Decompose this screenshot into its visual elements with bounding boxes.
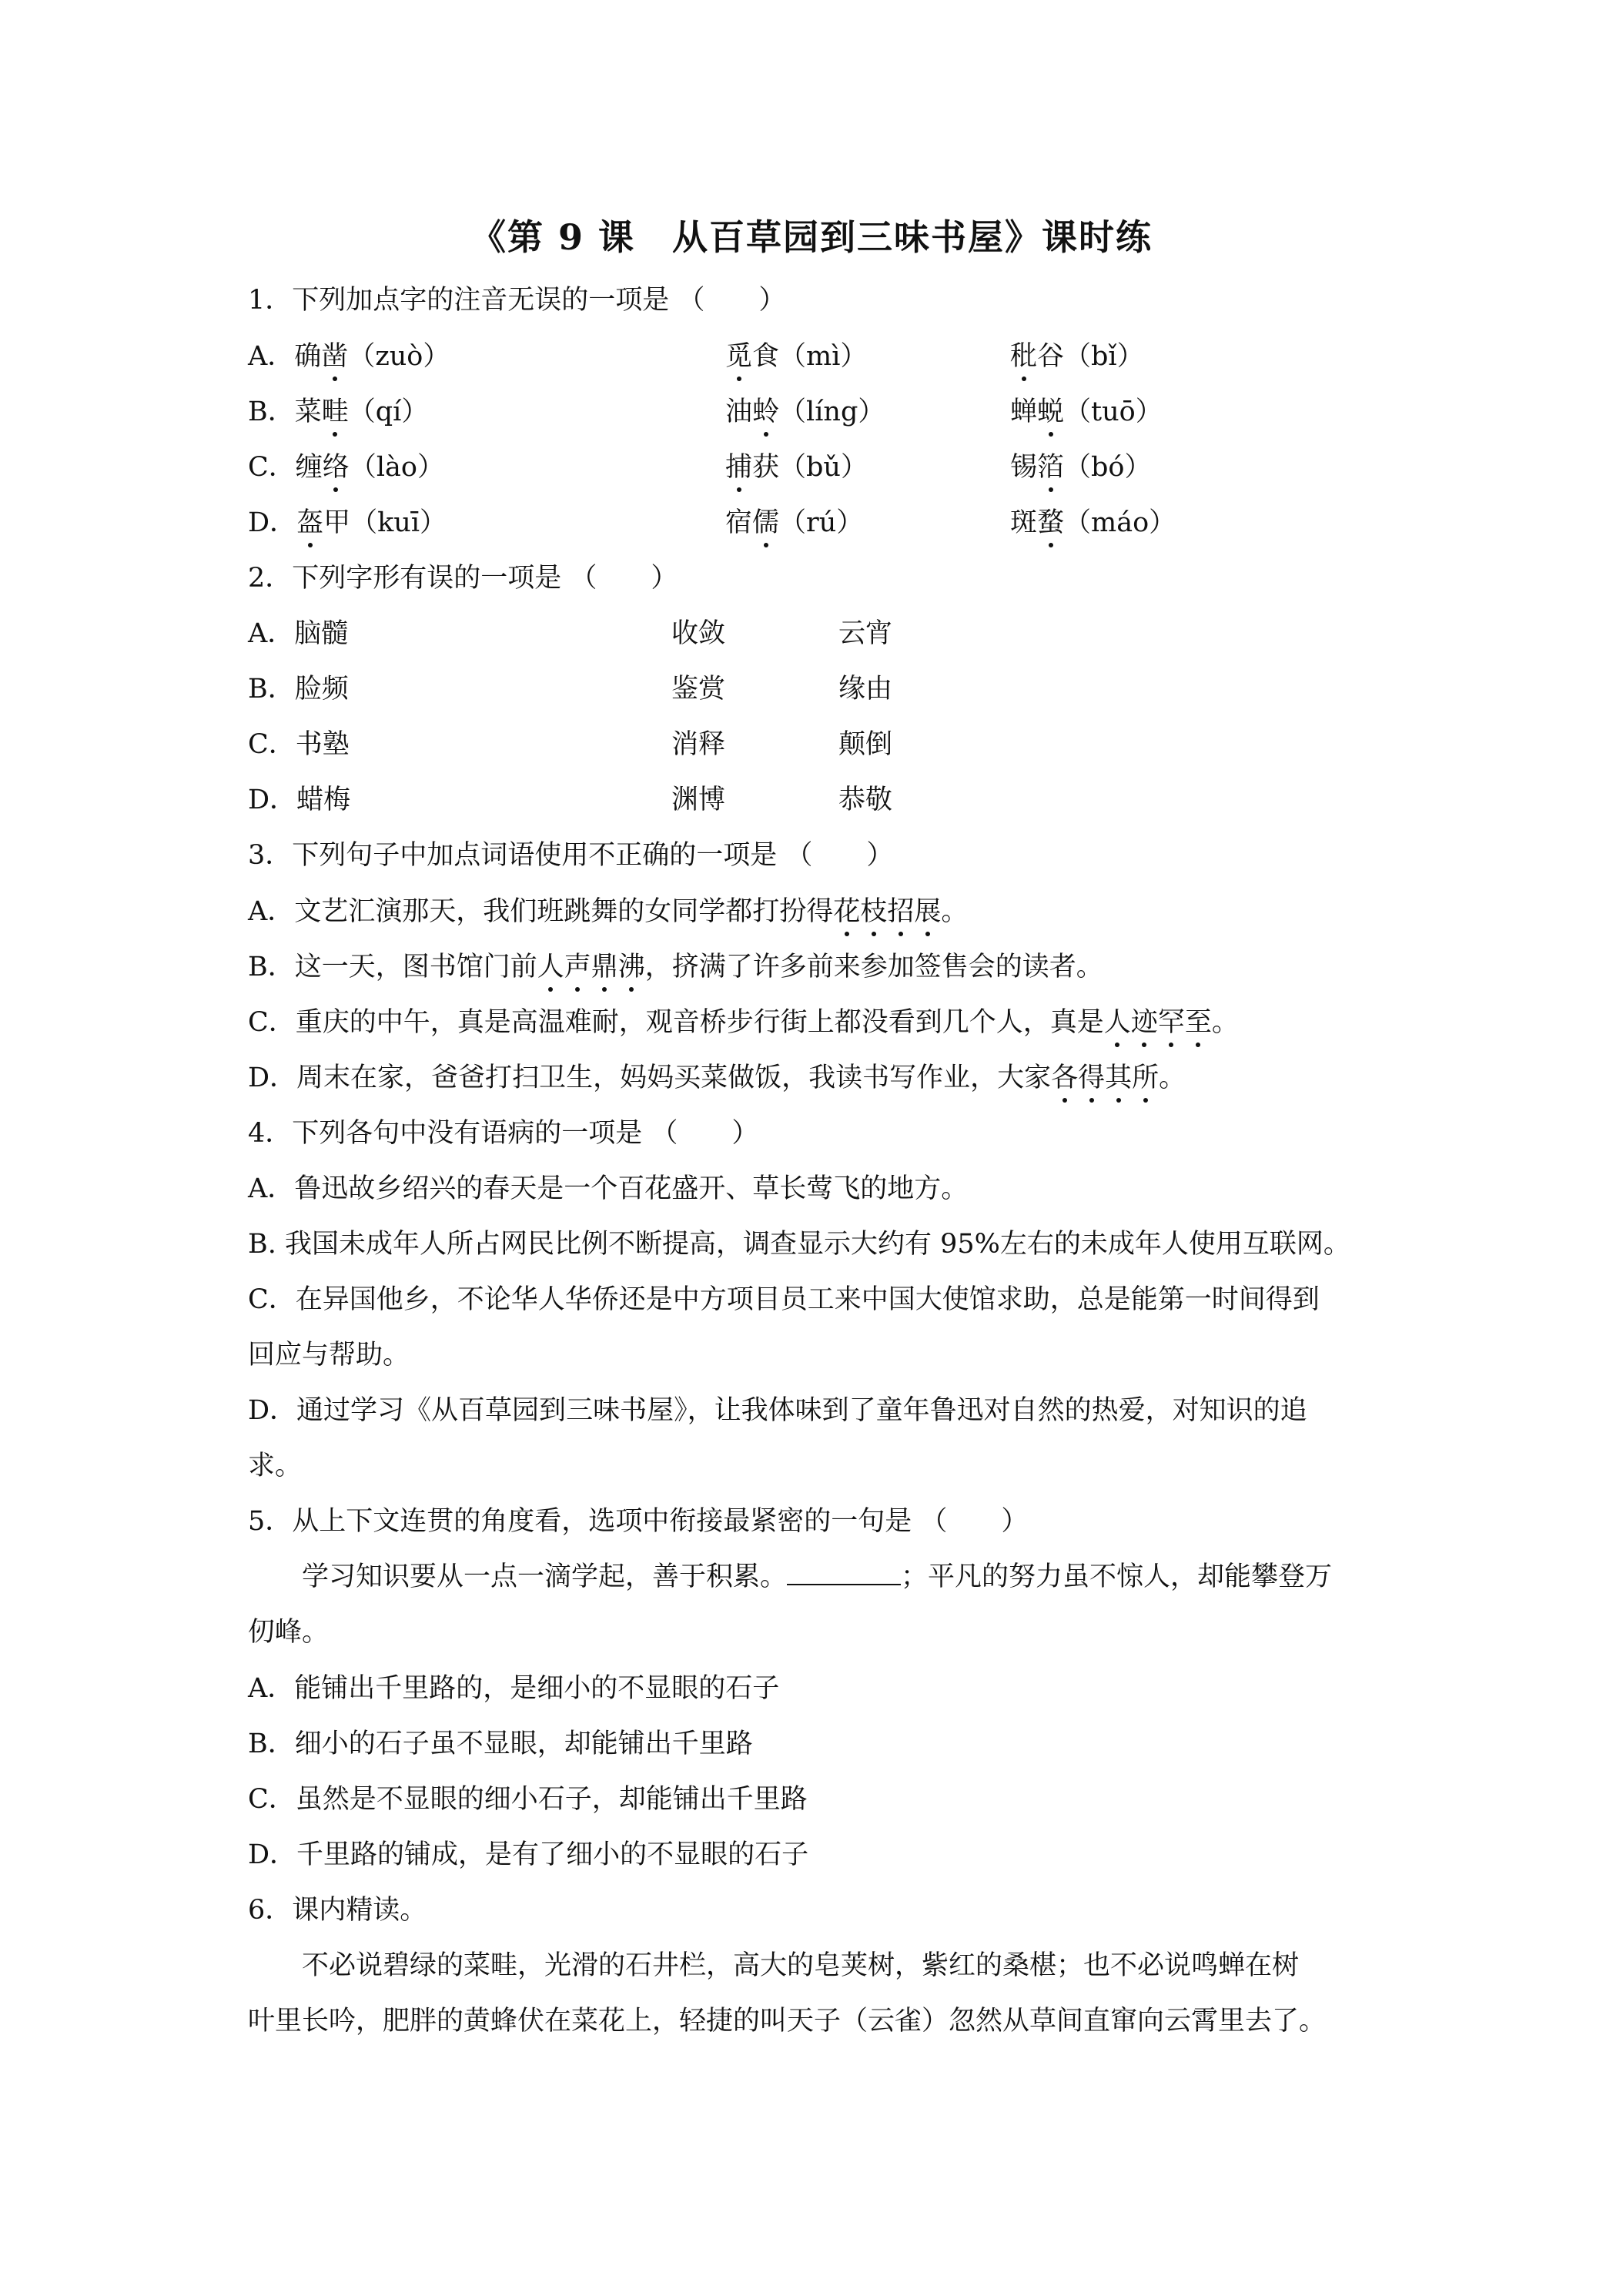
answer-blank [787,1559,901,1585]
dotted-char: 络 [323,450,350,485]
dotted-char: 秕 [1010,339,1037,374]
q4-option-c-cont: 回应与帮助。 [248,1340,410,1371]
dotted-char: 沸 [618,949,645,985]
dotted-char: 声 [564,949,591,985]
dotted-char: 儒 [752,505,779,541]
dotted-char: 花 [833,894,860,929]
dotted-word [1051,1063,1159,1093]
dotted-char: 招 [887,894,914,929]
dotted-char: 人 [537,949,564,985]
question-2-stem: 2．下列字形有误的一项是 （ ） [248,563,678,594]
q4-option-c: C．在异国他乡，不论华人华侨还是中方项目员工来中国大使馆求助，总是能第一时间得到 [248,1284,1320,1315]
dotted-char: 箔 [1037,450,1064,485]
dotted-char: 展 [914,894,941,929]
q3-option-b: B．这一天，图书馆门前人声鼎沸，挤满了许多前来参加签售会的读者。 [248,949,1103,985]
q3-option-d: D．周末在家，爸爸打扫卫生，妈妈买菜做饭，我读书写作业，大家各得其所。 [248,1060,1186,1096]
dotted-char: 所 [1132,1060,1159,1096]
q1-option-c: C．缠络（lào） 捕获（bǔ） 锡箔（bó） [248,450,444,485]
question-4-stem: 4．下列各句中没有语病的一项是 （ ） [248,1118,759,1149]
q2-option-a: A．脑髓 收敛 云宵 [248,618,893,649]
question-3-stem: 3．下列句子中加点词语使用不正确的一项是 （ ） [248,840,894,871]
question-5-stem: 5．从上下文连贯的角度看，选项中衔接最紧密的一句是 （ ） [248,1506,1029,1537]
q1-option-b: B．菜畦（qí） 油蛉（líng） 蝉蜕（tuō） [248,394,428,430]
q5-option-c: C．虽然是不显眼的细小石子，却能铺出千里路 [248,1784,808,1815]
dotted-char: 蛉 [752,394,779,430]
q5-option-a: A．能铺出千里路的，是细小的不显眼的石子 [248,1673,780,1704]
q4-option-d: D．通过学习《从百草园到三味书屋》，让我体味到了童年鲁迅对自然的热爱，对知识的追 [248,1395,1307,1426]
q2-option-c: C．书塾 消释 颠倒 [248,729,893,760]
q2-option-b: B．脸频 鉴赏 缘由 [248,674,893,705]
dotted-char: 鼎 [591,949,618,985]
dotted-char: 枝 [860,894,887,929]
dotted-word [537,952,645,982]
q4-option-d-cont: 求。 [248,1451,303,1481]
dotted-char: 盔 [296,505,323,541]
question-6-stem: 6．课内精读。 [248,1895,427,1926]
q6-passage-line-2: 叶里长吟，肥胖的黄蜂伏在菜花上，轻捷的叫天子（云雀）忽然从草间直窜向云霄里去了。 [248,2006,1327,2037]
dotted-char: 各 [1051,1060,1078,1096]
q4-option-b: B. 我国未成年人所占网民比例不断提高，调查显示大约有 95%左右的未成年人使用互联网。 [248,1229,1350,1260]
q5-option-d: D．千里路的铺成，是有了细小的不显眼的石子 [248,1839,809,1870]
q1-option-d: D．盔甲（kuī） 宿儒（rú） 斑蝥（máo） [248,505,447,541]
dotted-char: 其 [1105,1060,1132,1096]
dotted-char: 迹 [1131,1005,1158,1040]
dotted-char: 至 [1185,1005,1212,1040]
dotted-char: 人 [1104,1005,1131,1040]
q6-passage-line-1: 不必说碧绿的菜畦，光滑的石井栏，高大的皂荚树，紫红的桑椹；也不必说鸣蝉在树 [302,1950,1300,1981]
q5-passage-cont: 仞峰。 [248,1617,330,1648]
dotted-char: 蝥 [1037,505,1064,541]
dotted-char: 凿 [321,339,348,374]
question-1-stem: 1．下列加点字的注音无误的一项是 （ ） [248,285,786,316]
dotted-word [833,896,941,927]
page-title: 《第 9 课 从百草园到三味书屋》课时练 [470,216,1153,258]
q4-option-a: A．鲁迅故乡绍兴的春天是一个百花盛开、草长莺飞的地方。 [248,1173,969,1204]
dotted-char: 得 [1078,1060,1105,1096]
dotted-word [1104,1007,1212,1038]
q2-option-d: D．蜡梅 渊博 恭敬 [248,785,893,815]
q3-option-c: C．重庆的中午，真是高温难耐，观音桥步行街上都没看到几个人，真是人迹罕至。 [248,1005,1239,1040]
dotted-char: 捕 [725,450,752,485]
q5-option-b: B．细小的石子虽不显眼，却能铺出千里路 [248,1729,753,1759]
q1-option-a: A．确凿（zuò） 觅食（mì） 秕谷（bǐ） [248,339,450,374]
q3-option-a: A．文艺汇演那天，我们班跳舞的女同学都打扮得花枝招展。 [248,894,968,929]
dotted-char: 觅 [725,339,752,374]
q5-passage: 学习知识要从一点一滴学起，善于积累。 ；平凡的努力虽不惊人，却能攀登万 [302,1559,1332,1595]
dotted-char: 畦 [322,394,349,430]
dotted-char: 蜕 [1037,394,1064,430]
dotted-char: 罕 [1158,1005,1185,1040]
